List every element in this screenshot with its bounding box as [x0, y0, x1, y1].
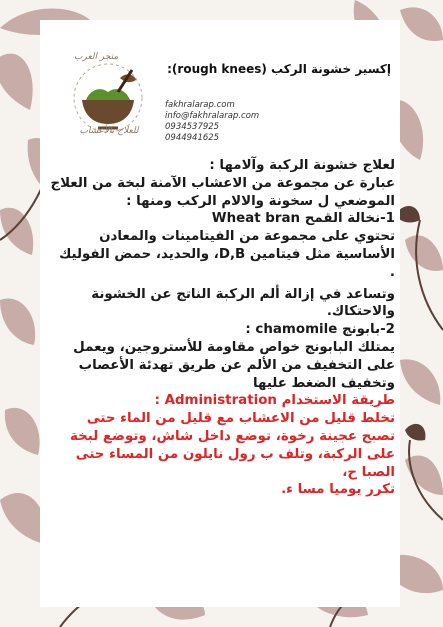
- leaf-decoration: [400, 7, 443, 41]
- logo-text-top: متجر العرب: [74, 52, 119, 62]
- section-heading: لعلاج خشونة الركبة وآلامها :: [209, 158, 395, 173]
- website-link[interactable]: fakhralarap.com: [165, 100, 235, 110]
- usage-heading: طريقة الاستخدام Administration :: [154, 393, 395, 409]
- leaf-decoration: [405, 235, 443, 271]
- leaf-decoration: [400, 359, 440, 405]
- page-title: إكسير خشونة الركب (rough knees):: [167, 62, 391, 76]
- phone-number[interactable]: 0944941625: [165, 133, 220, 143]
- paragraph: تحتوي على مجموعة من الفيتامينات والمعادن الأساسية مثل فيتامين D,B، والحديد، حمض الفوليك .: [59, 229, 395, 280]
- leaf-decoration: [5, 408, 40, 455]
- section-heading: 1-نخالة القمح Wheat bran: [211, 211, 395, 227]
- leaf-decoration: [0, 299, 35, 345]
- paragraph: يمتلك البابونج خواص مقاومة للأستروجين، ويعمل على التخفيف من الألم عن طريق تهدئة الأعصاب وتخفيف الضغط عليها: [73, 339, 395, 391]
- leaf-decoration: [405, 455, 443, 495]
- leaf-decoration: [0, 54, 33, 110]
- article-body: [50, 157, 395, 499]
- logo: [60, 52, 156, 144]
- phone-number[interactable]: 0934537925: [165, 122, 220, 132]
- usage-repeat: تكرر يوميا مسا ء.: [281, 482, 395, 498]
- section-heading: 2-بابونج chamomile :: [245, 322, 395, 338]
- paragraph: وتساعد في إزالة ألم الركبة الناتج عن الخشونة والاحتكاك.: [91, 286, 395, 320]
- usage-text: تخلط قليل من الاعشاب مع قليل من الماء حتى تصبح عجينة رخوة، توضع داخل شاش، وتوضع لبخة على الركبة، وتلف ب رول نايلون من المساء حتى الصبا ح،: [69, 411, 395, 480]
- logo-text-bottom: للعلاج بالأعشاب: [79, 126, 139, 136]
- leaf-decoration: [405, 424, 425, 441]
- leaf-decoration: [0, 208, 33, 255]
- paragraph: عبارة عن مجموعة من الاعشاب الآمنة لبخة من العلاج الموضعي ل سخونة والالام الركب ومنها :: [50, 175, 395, 209]
- contact-info: [165, 100, 259, 144]
- email-link[interactable]: info@fakhralarap.com: [165, 111, 260, 121]
